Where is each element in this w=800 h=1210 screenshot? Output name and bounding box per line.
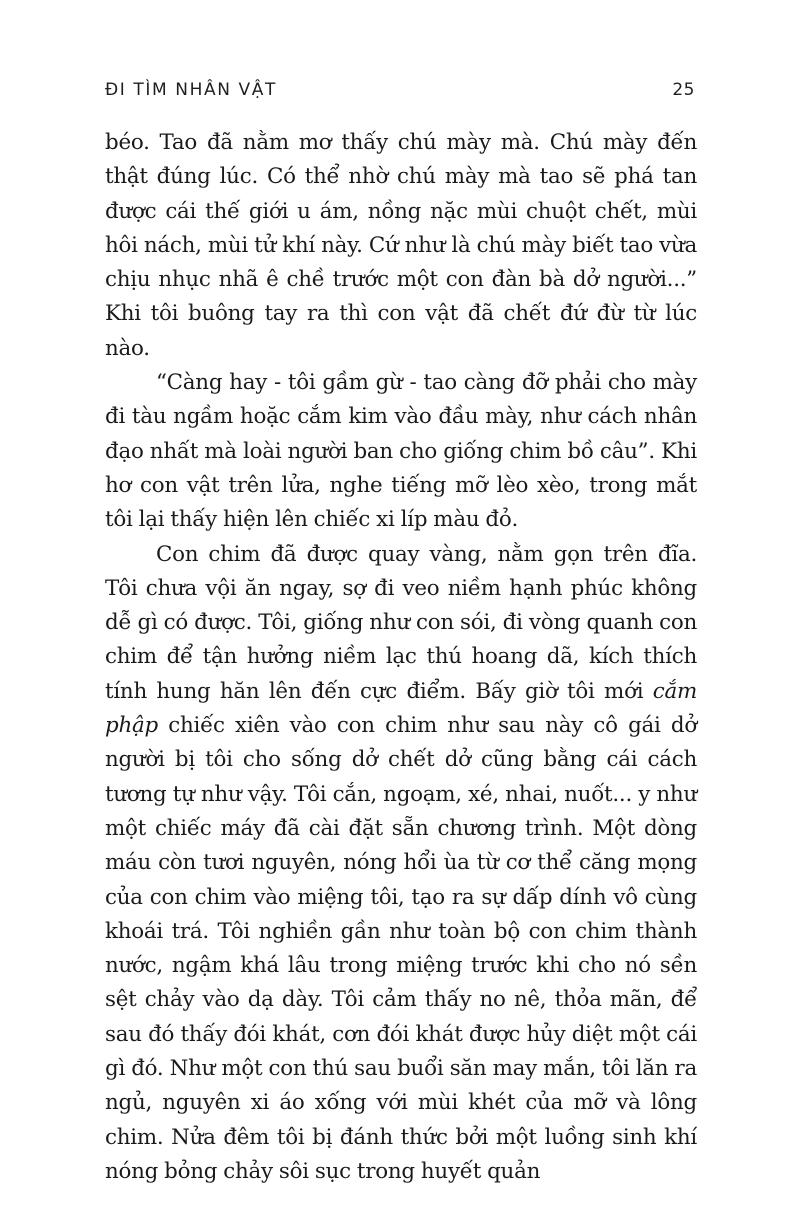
paragraph-1: béo. Tao đã nằm mơ thấy chú mày mà. Chú mày đến thật đúng lúc. Có thể nhờ chú mày mà tao sẽ phá tan được cái thế giới u ám, nồng nặc mùi chuột chết, mùi hôi nách, mùi tử khí này. Cứ như là chú mày biết tao vừa chịu nhục nhã ê chề trước một con đàn bà dở người...” Khi tôi buông tay ra thì con vật đã chết đứ đừ từ lúc nào.: [105, 130, 697, 361]
paragraph-3: [105, 538, 697, 1190]
body-text: [105, 126, 697, 1189]
chapter-title: ĐI TÌM NHÂN VẬT: [105, 80, 277, 100]
paragraph-2: “Càng hay - tôi gầm gừ - tao càng đỡ phải cho mày đi tàu ngầm hoặc cắm kim vào đầu mày, như cách nhân đạo nhất mà loài người ban cho giống chim bồ câu”. Khi hơ con vật trên lửa, nghe tiếng mỡ lèo xèo, trong mắt tôi lại thấy hiện lên chiếc xi líp màu đỏ.: [105, 370, 697, 533]
paragraph-3-part-2: chiếc xiên vào con chim như sau này cô gái dở người bị tôi cho sống dở chết dở cũng bằng cái cách tương tự như vậy. Tôi cắn, ngoạm, xé, nhai, nuốt... y như một chiếc máy đã cài đặt sẵn chương trình. Một dòng máu còn tươi nguyên, nóng hổi ùa từ cơ thể căng mọng của con chim vào miệng tôi, tạo ra sự dấp dính vô cùng khoái trá. Tôi nghiền gần như toàn bộ con chim thành nước, ngậm khá lâu trong miệng trước khi cho nó sền sệt chảy vào dạ dày. Tôi cảm thấy no nê, thỏa mãn, để sau đó thấy đói khát, cơn đói khát được hủy diệt một cái gì đó. Như một con thú sau buổi săn may mắn, tôi lăn ra ngủ, nguyên xi áo xống với mùi khét của mỡ và lông chim. Nửa đêm tôi bị đánh thức bởi một luồng sinh khí nóng bỏng chảy sôi sục trong huyết quản: [105, 713, 697, 1184]
paragraph-3-part-1: Con chim đã được quay vàng, nằm gọn trên đĩa. Tôi chưa vội ăn ngay, sợ đi veo niềm hạnh phúc không dễ gì có được. Tôi, giống như con sói, đi vòng quanh con chim để tận hưởng niềm lạc thú hoang dã, kích thích tính hung hăn lên đến cực điểm. Bấy giờ tôi mới: [105, 541, 697, 704]
running-header: [105, 80, 695, 104]
emphasized-phrase: cắm phập: [105, 678, 697, 739]
page-number: 25: [672, 80, 695, 100]
